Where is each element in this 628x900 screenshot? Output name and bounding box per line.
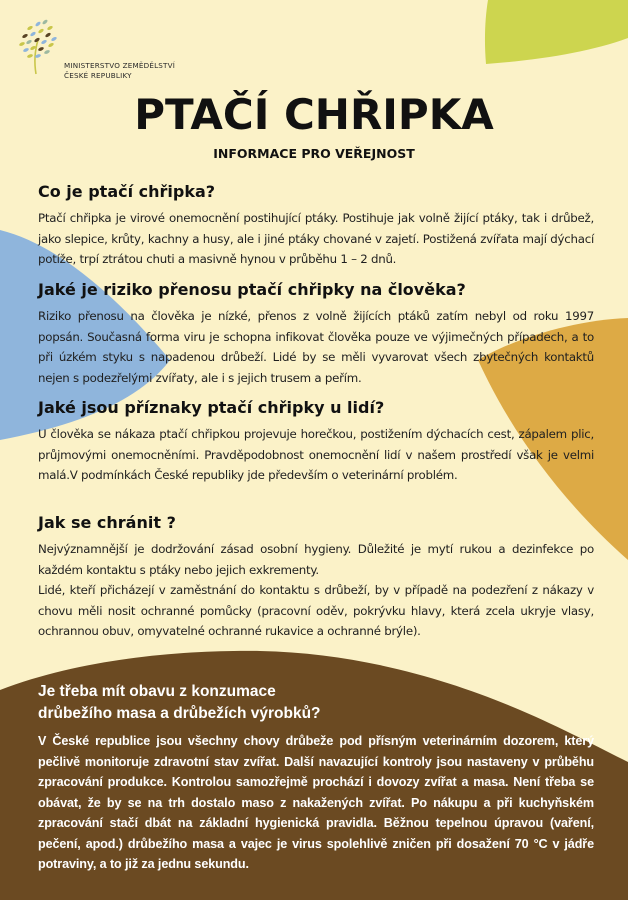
ministry-name	[64, 61, 175, 81]
section-heading-line2: drůbežího masa a drůbežích výrobků?	[38, 705, 321, 722]
ministry-logo	[16, 14, 176, 84]
green-shape	[485, 0, 628, 64]
page-title: PTAČÍ CHŘIPKA	[134, 90, 494, 139]
section-body: Ptačí chřipka je virové onemocnění postihující ptáky. Postihuje jak volně žijící ptáky, tak i drůbež, jako slepice, krůty, kachny a husy, ale i jiné ptáky chované v zajetí. Postižená zvířata mají dýchací potíže, trpí ztrátou chuti a masivně hynou v průběhu 1 – 2 dnů.	[38, 211, 594, 266]
section-heading: Jaké jsou příznaky ptačí chřipky u lidí?	[38, 398, 385, 417]
section-transmission-risk	[38, 280, 594, 388]
tree-logo-icon	[16, 14, 62, 76]
section-heading: Co je ptačí chřipka?	[38, 182, 216, 201]
section-what-is-bird-flu	[38, 182, 594, 270]
section-symptoms	[38, 398, 594, 486]
section-body-continued: Lidé, kteří přicházejí v zaměstnání do kontaktu s drůbeží, by v případě na podezření z nákazy v chovu měli nosit ochranné pomůcky (pracovní oděv, pokrývku hlavy, která zcela ukryje vlasy, ochrannou obuv, omyvatelné ochranné rukavice a ochranné brýle).	[38, 583, 594, 638]
section-heading-line1: Je třeba mít obavu z konzumace	[38, 683, 276, 700]
section-protection	[38, 513, 594, 642]
section-heading: Jak se chránit ?	[38, 513, 176, 532]
page-subtitle: INFORMACE PRO VEŘEJNOST	[213, 146, 415, 161]
ministry-name-line1: MINISTERSTVO ZEMĚDĚLSTVÍ	[64, 61, 176, 70]
section-meat-consumption	[38, 681, 594, 875]
section-body: V České republice jsou všechny chovy drůbeže pod přísným veterinárním dozorem, který pečlivě monitoruje zdravotní stav zvířat. Další navazující kontroly jsou nastaveny v průběhu zpracování produkce. Kontrolou samozřejmě prochází i dovozy zvířat a masa. Není třeba se obávat, že by se na trh dostalo maso z nakažených zvířat. Po nákupu a při kuchyňském zpracování stačí dbát na základní hygienická pravidla. Běžnou tepelnou úpravou (vaření, pečení, apod.) drůbežího masa a vajec je virus spolehlivě zničen při dosažení 70 °C v jádře potraviny, a to již za jednu sekundu.	[38, 734, 594, 871]
section-body: Riziko přenosu na člověka je nízké, přenos z volně žijících ptáků zatím nebyl od roku 1997 popsán. Současná forma viru je schopna infikovat člověka pouze ve výjimečných případech, a to při úzkém styku s napadenou drůbeží. Lidé by se měli vyvarovat všech zbytečných kontaktů nejen s podezřelými zvířaty, ale i s jejich trusem a peřím.	[38, 309, 594, 385]
section-body: Nejvýznamnější je dodržování zásad osobní hygieny. Důležité je mytí rukou a dezinfekce po každém kontaktu s ptáky nebo jejich exkrementy.	[38, 542, 594, 577]
section-heading: Jaké je riziko přenosu ptačí chřipky na člověka?	[38, 280, 466, 299]
ministry-name-line2: ČESKÉ REPUBLIKY	[64, 71, 132, 80]
section-heading	[38, 681, 594, 725]
section-body: U člověka se nákaza ptačí chřipkou projevuje horečkou, postižením dýchacích cest, zápalem plic, průjmovými onemocněními. Pravděpodobnost onemocnění lidí v našem prostředí však je velmi malá.V podmínkách České republiky jde především o veterinární problém.	[38, 427, 594, 482]
